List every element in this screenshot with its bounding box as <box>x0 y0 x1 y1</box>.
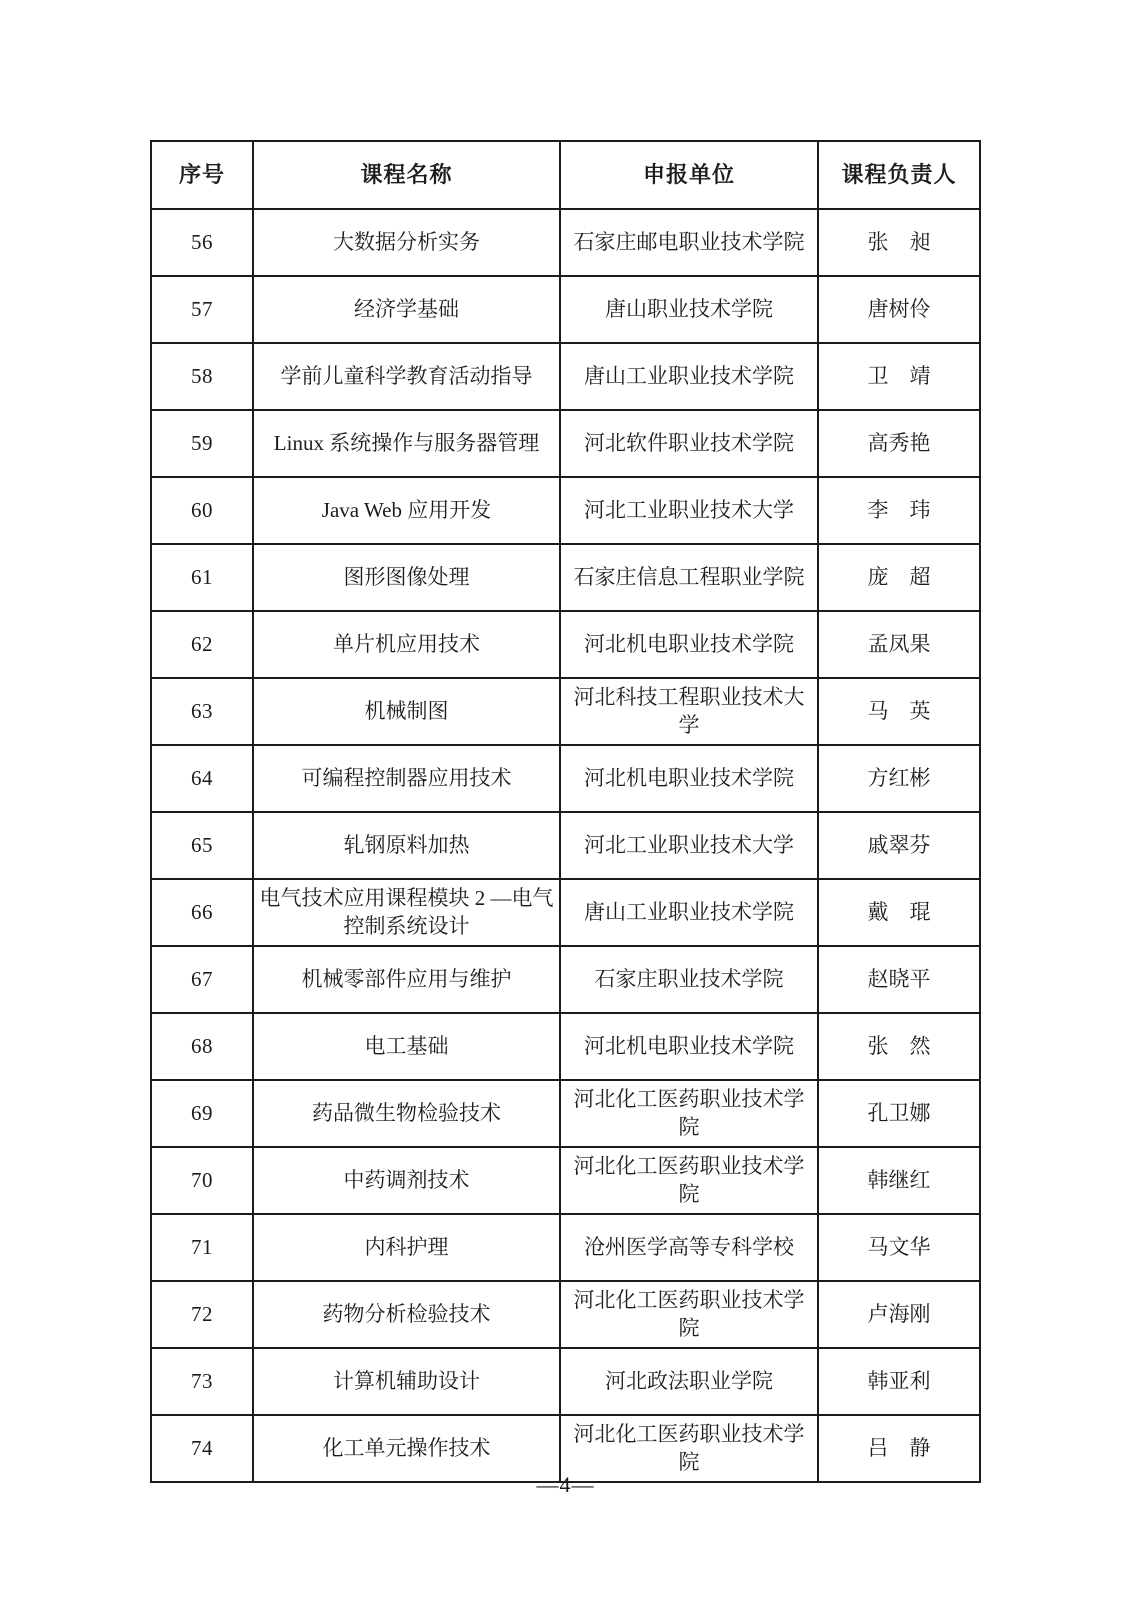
unit-cell: 唐山工业职业技术学院 <box>560 879 818 946</box>
table-row <box>151 477 980 544</box>
col-header-index: 序号 <box>151 141 253 209</box>
row-index-cell: 61 <box>151 544 253 611</box>
col-header-leader: 课程负责人 <box>818 141 980 209</box>
unit-cell: 唐山工业职业技术学院 <box>560 343 818 410</box>
leader-cell: 方红彬 <box>818 745 980 812</box>
row-index-cell: 66 <box>151 879 253 946</box>
table-row <box>151 1214 980 1281</box>
leader-cell: 马 英 <box>818 678 980 745</box>
unit-cell: 河北机电职业技术学院 <box>560 611 818 678</box>
row-index-cell: 72 <box>151 1281 253 1348</box>
leader-cell: 庞 超 <box>818 544 980 611</box>
unit-cell: 石家庄邮电职业技术学院 <box>560 209 818 276</box>
course-name-cell: 内科护理 <box>253 1214 560 1281</box>
unit-cell: 河北化工医药职业技术学院 <box>560 1080 818 1147</box>
row-index-cell: 71 <box>151 1214 253 1281</box>
row-index-cell: 60 <box>151 477 253 544</box>
course-name-cell: 轧钢原料加热 <box>253 812 560 879</box>
unit-cell: 河北工业职业技术大学 <box>560 812 818 879</box>
row-index-cell: 68 <box>151 1013 253 1080</box>
unit-cell: 河北政法职业学院 <box>560 1348 818 1415</box>
course-name-cell: 电工基础 <box>253 1013 560 1080</box>
row-index-cell: 57 <box>151 276 253 343</box>
course-name-cell: 电气技术应用课程模块 2 —电气控制系统设计 <box>253 879 560 946</box>
unit-cell: 唐山职业技术学院 <box>560 276 818 343</box>
table-row <box>151 1348 980 1415</box>
course-table <box>150 140 981 1483</box>
course-name-cell: 计算机辅助设计 <box>253 1348 560 1415</box>
unit-cell: 石家庄职业技术学院 <box>560 946 818 1013</box>
leader-cell: 唐树伶 <box>818 276 980 343</box>
course-name-cell: 大数据分析实务 <box>253 209 560 276</box>
leader-cell: 卫 靖 <box>818 343 980 410</box>
table-row <box>151 1147 980 1214</box>
row-index-cell: 69 <box>151 1080 253 1147</box>
row-index-cell: 73 <box>151 1348 253 1415</box>
unit-cell: 河北化工医药职业技术学院 <box>560 1147 818 1214</box>
leader-cell: 赵晓平 <box>818 946 980 1013</box>
leader-cell: 孔卫娜 <box>818 1080 980 1147</box>
table-row <box>151 678 980 745</box>
table-row <box>151 1013 980 1080</box>
unit-cell: 河北科技工程职业技术大学 <box>560 678 818 745</box>
leader-cell: 孟凤果 <box>818 611 980 678</box>
row-index-cell: 63 <box>151 678 253 745</box>
col-header-course: 课程名称 <box>253 141 560 209</box>
course-table-body <box>151 209 980 1482</box>
unit-cell: 河北工业职业技术大学 <box>560 477 818 544</box>
course-name-cell: 化工单元操作技术 <box>253 1415 560 1482</box>
leader-cell: 吕 静 <box>818 1415 980 1482</box>
row-index-cell: 56 <box>151 209 253 276</box>
course-name-cell: 机械零部件应用与维护 <box>253 946 560 1013</box>
course-name-cell: Java Web 应用开发 <box>253 477 560 544</box>
leader-cell: 韩亚利 <box>818 1348 980 1415</box>
leader-cell: 张 然 <box>818 1013 980 1080</box>
unit-cell: 河北化工医药职业技术学院 <box>560 1281 818 1348</box>
course-name-cell: 可编程控制器应用技术 <box>253 745 560 812</box>
table-row <box>151 1080 980 1147</box>
row-index-cell: 64 <box>151 745 253 812</box>
course-name-cell: 机械制图 <box>253 678 560 745</box>
header-row <box>151 141 980 209</box>
table-row <box>151 611 980 678</box>
table-row <box>151 745 980 812</box>
course-name-cell: 药品微生物检验技术 <box>253 1080 560 1147</box>
table-row <box>151 276 980 343</box>
leader-cell: 戴 琨 <box>818 879 980 946</box>
course-name-cell: 经济学基础 <box>253 276 560 343</box>
course-name-cell: 图形图像处理 <box>253 544 560 611</box>
table-row <box>151 544 980 611</box>
course-name-cell: Linux 系统操作与服务器管理 <box>253 410 560 477</box>
unit-cell: 石家庄信息工程职业学院 <box>560 544 818 611</box>
row-index-cell: 70 <box>151 1147 253 1214</box>
course-name-cell: 药物分析检验技术 <box>253 1281 560 1348</box>
row-index-cell: 74 <box>151 1415 253 1482</box>
leader-cell: 卢海刚 <box>818 1281 980 1348</box>
page-number: —4— <box>536 1472 595 1497</box>
row-index-cell: 62 <box>151 611 253 678</box>
row-index-cell: 65 <box>151 812 253 879</box>
table-row <box>151 1281 980 1348</box>
leader-cell: 张 昶 <box>818 209 980 276</box>
table-row <box>151 946 980 1013</box>
course-name-cell: 中药调剂技术 <box>253 1147 560 1214</box>
leader-cell: 李 玮 <box>818 477 980 544</box>
table-row <box>151 209 980 276</box>
unit-cell: 河北化工医药职业技术学院 <box>560 1415 818 1482</box>
leader-cell: 高秀艳 <box>818 410 980 477</box>
unit-cell: 河北机电职业技术学院 <box>560 745 818 812</box>
leader-cell: 韩继红 <box>818 1147 980 1214</box>
row-index-cell: 58 <box>151 343 253 410</box>
row-index-cell: 67 <box>151 946 253 1013</box>
unit-cell: 河北机电职业技术学院 <box>560 1013 818 1080</box>
unit-cell: 河北软件职业技术学院 <box>560 410 818 477</box>
table-row <box>151 410 980 477</box>
table-row <box>151 343 980 410</box>
course-name-cell: 学前儿童科学教育活动指导 <box>253 343 560 410</box>
course-name-cell: 单片机应用技术 <box>253 611 560 678</box>
unit-cell: 沧州医学高等专科学校 <box>560 1214 818 1281</box>
table-row <box>151 879 980 946</box>
course-table-header <box>151 141 980 209</box>
col-header-unit: 申报单位 <box>560 141 818 209</box>
table-row <box>151 812 980 879</box>
leader-cell: 戚翠芬 <box>818 812 980 879</box>
row-index-cell: 59 <box>151 410 253 477</box>
leader-cell: 马文华 <box>818 1214 980 1281</box>
